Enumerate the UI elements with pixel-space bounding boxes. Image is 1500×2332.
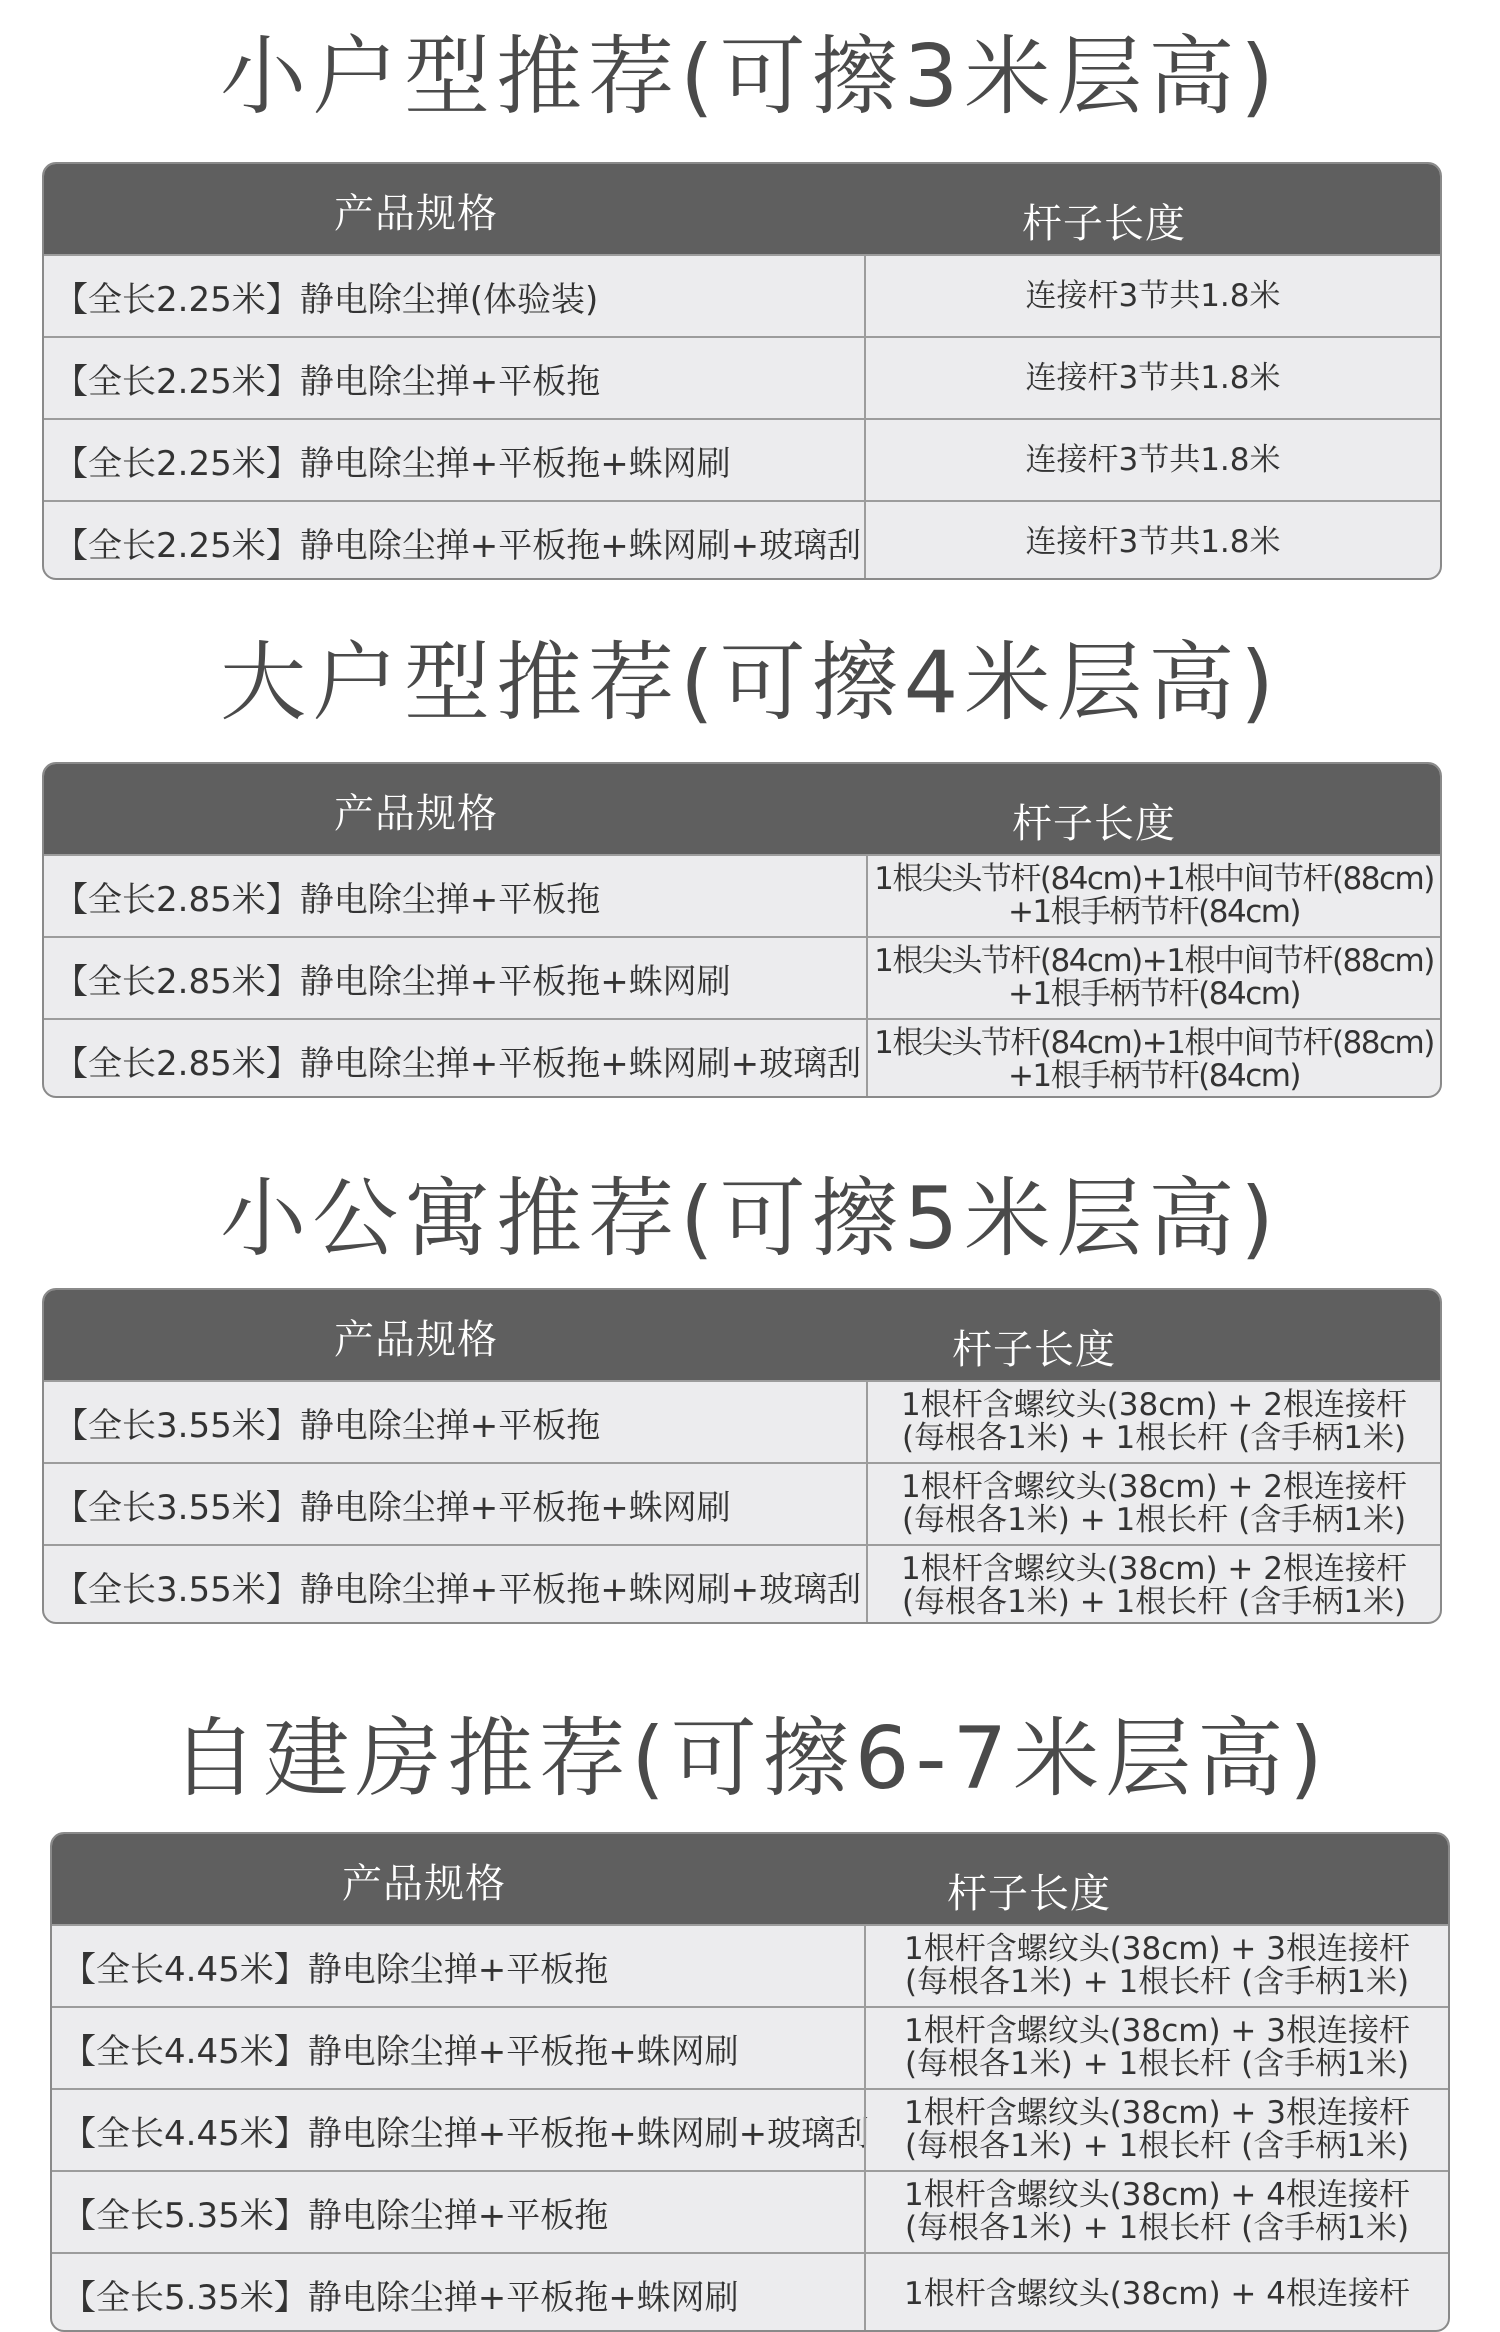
header-length: 杆子长度 xyxy=(1012,801,1176,847)
section-title: 小户型推荐(可擦3米层高) xyxy=(220,27,1280,127)
length-cell xyxy=(864,338,1440,418)
table-row xyxy=(52,2252,1448,2332)
length-line: (每根各1米) + 1根长杆 (含手柄1米) xyxy=(904,1964,1410,2000)
spec-cell: 【全长5.35米】静电除尘掸+平板拖 xyxy=(62,2195,609,2236)
spec-cell: 【全长2.85米】静电除尘掸+平板拖+蛛网刷 xyxy=(54,961,731,1002)
length-cell xyxy=(866,938,1440,1018)
table-header xyxy=(44,1290,1440,1380)
length-line: +1根手柄节杆(84cm) xyxy=(1007,894,1301,930)
spec-cell: 【全长2.25米】静电除尘掸(体验装) xyxy=(54,279,599,320)
table-row xyxy=(52,2006,1448,2088)
length-line: (每根各1米) + 1根长杆 (含手柄1米) xyxy=(904,2046,1410,2082)
spec-cell: 【全长3.55米】静电除尘掸+平板拖 xyxy=(54,1405,601,1446)
length-cell xyxy=(864,420,1440,500)
length-line: +1根手柄节杆(84cm) xyxy=(1007,976,1301,1012)
length-line: 连接杆3节共1.8米 xyxy=(1025,441,1281,478)
length-line: 1根杆含螺纹头(38cm) + 2根连接杆 xyxy=(900,1387,1407,1424)
length-cell xyxy=(864,2172,1448,2252)
section-title: 自建房推荐(可擦6-7米层高) xyxy=(171,1709,1329,1809)
length-cell xyxy=(866,1382,1440,1462)
length-line: 1根杆含螺纹头(38cm) + 4根连接杆 xyxy=(903,2177,1410,2214)
header-length: 杆子长度 xyxy=(952,1327,1116,1373)
table-row xyxy=(44,936,1440,1018)
spec-table xyxy=(50,1832,1450,2332)
table-row xyxy=(44,1018,1440,1098)
header-spec: 产品规格 xyxy=(334,191,498,237)
table-row xyxy=(44,1544,1440,1624)
length-line: 1根杆含螺纹头(38cm) + 4根连接杆 xyxy=(903,2275,1410,2312)
table-row xyxy=(44,1462,1440,1544)
table-row xyxy=(52,2170,1448,2252)
length-line: 连接杆3节共1.8米 xyxy=(1025,277,1281,314)
header-length: 杆子长度 xyxy=(947,1871,1111,1917)
table-row xyxy=(44,500,1440,580)
table-header xyxy=(44,764,1440,854)
length-line: 连接杆3节共1.8米 xyxy=(1025,523,1281,560)
table-row xyxy=(44,1380,1440,1462)
table-row xyxy=(44,254,1440,336)
length-cell xyxy=(866,1464,1440,1544)
length-line: 1根尖头节杆(84cm)+1根中间节杆(88cm) xyxy=(874,861,1434,898)
length-line: (每根各1米) + 1根长杆 (含手柄1米) xyxy=(904,2210,1410,2246)
header-spec: 产品规格 xyxy=(334,1317,498,1363)
spec-cell: 【全长3.55米】静电除尘掸+平板拖+蛛网刷+玻璃刮 xyxy=(54,1569,862,1610)
length-line: 1根尖头节杆(84cm)+1根中间节杆(88cm) xyxy=(874,1025,1434,1062)
length-cell xyxy=(866,1546,1440,1624)
spec-cell: 【全长2.85米】静电除尘掸+平板拖+蛛网刷+玻璃刮 xyxy=(54,1043,862,1084)
table-header xyxy=(44,164,1440,254)
length-cell xyxy=(864,502,1440,580)
spec-cell: 【全长3.55米】静电除尘掸+平板拖+蛛网刷 xyxy=(54,1487,731,1528)
spec-cell: 【全长4.45米】静电除尘掸+平板拖+蛛网刷+玻璃刮 xyxy=(62,2113,870,2154)
spec-cell: 【全长2.25米】静电除尘掸+平板拖+蛛网刷 xyxy=(54,443,731,484)
length-line: 1根杆含螺纹头(38cm) + 2根连接杆 xyxy=(900,1469,1407,1506)
length-line: 1根杆含螺纹头(38cm) + 3根连接杆 xyxy=(903,2013,1410,2050)
length-cell xyxy=(866,1020,1440,1098)
length-line: 1根杆含螺纹头(38cm) + 3根连接杆 xyxy=(903,1931,1410,1968)
header-spec: 产品规格 xyxy=(334,791,498,837)
header-spec: 产品规格 xyxy=(342,1861,506,1907)
length-line: 连接杆3节共1.8米 xyxy=(1025,359,1281,396)
length-cell xyxy=(864,1926,1448,2006)
table-header xyxy=(52,1834,1448,1924)
length-line: 1根尖头节杆(84cm)+1根中间节杆(88cm) xyxy=(874,943,1434,980)
section-title: 小公寓推荐(可擦5米层高) xyxy=(220,1169,1280,1269)
length-cell xyxy=(864,256,1440,336)
length-line: 1根杆含螺纹头(38cm) + 3根连接杆 xyxy=(903,2095,1410,2132)
length-line: (每根各1米) + 1根长杆 (含手柄1米) xyxy=(901,1584,1407,1620)
length-cell xyxy=(864,2254,1448,2332)
length-line: 1根杆含螺纹头(38cm) + 2根连接杆 xyxy=(900,1551,1407,1588)
spec-cell: 【全长2.85米】静电除尘掸+平板拖 xyxy=(54,879,601,920)
length-line: (每根各1米) + 1根长杆 (含手柄1米) xyxy=(901,1420,1407,1456)
table-row xyxy=(44,854,1440,936)
spec-table xyxy=(42,762,1442,1098)
length-cell xyxy=(866,856,1440,936)
spec-cell: 【全长4.45米】静电除尘掸+平板拖+蛛网刷 xyxy=(62,2031,739,2072)
spec-cell: 【全长2.25米】静电除尘掸+平板拖+蛛网刷+玻璃刮 xyxy=(54,525,862,566)
spec-table xyxy=(42,162,1442,580)
table-row xyxy=(44,336,1440,418)
length-line: (每根各1米) + 1根长杆 (含手柄1米) xyxy=(904,2128,1410,2164)
length-line: +1根手柄节杆(84cm) xyxy=(1007,1058,1301,1094)
spec-cell: 【全长4.45米】静电除尘掸+平板拖 xyxy=(62,1949,609,1990)
header-length: 杆子长度 xyxy=(1022,201,1186,247)
table-row xyxy=(52,2088,1448,2170)
spec-cell: 【全长5.35米】静电除尘掸+平板拖+蛛网刷 xyxy=(62,2277,739,2318)
section-title: 大户型推荐(可擦4米层高) xyxy=(220,633,1280,733)
length-line: (每根各1米) + 1根长杆 (含手柄1米) xyxy=(901,1502,1407,1538)
length-cell xyxy=(864,2008,1448,2088)
spec-table xyxy=(42,1288,1442,1624)
table-row xyxy=(44,418,1440,500)
length-cell xyxy=(864,2090,1448,2170)
table-row xyxy=(52,1924,1448,2006)
spec-cell: 【全长2.25米】静电除尘掸+平板拖 xyxy=(54,361,601,402)
